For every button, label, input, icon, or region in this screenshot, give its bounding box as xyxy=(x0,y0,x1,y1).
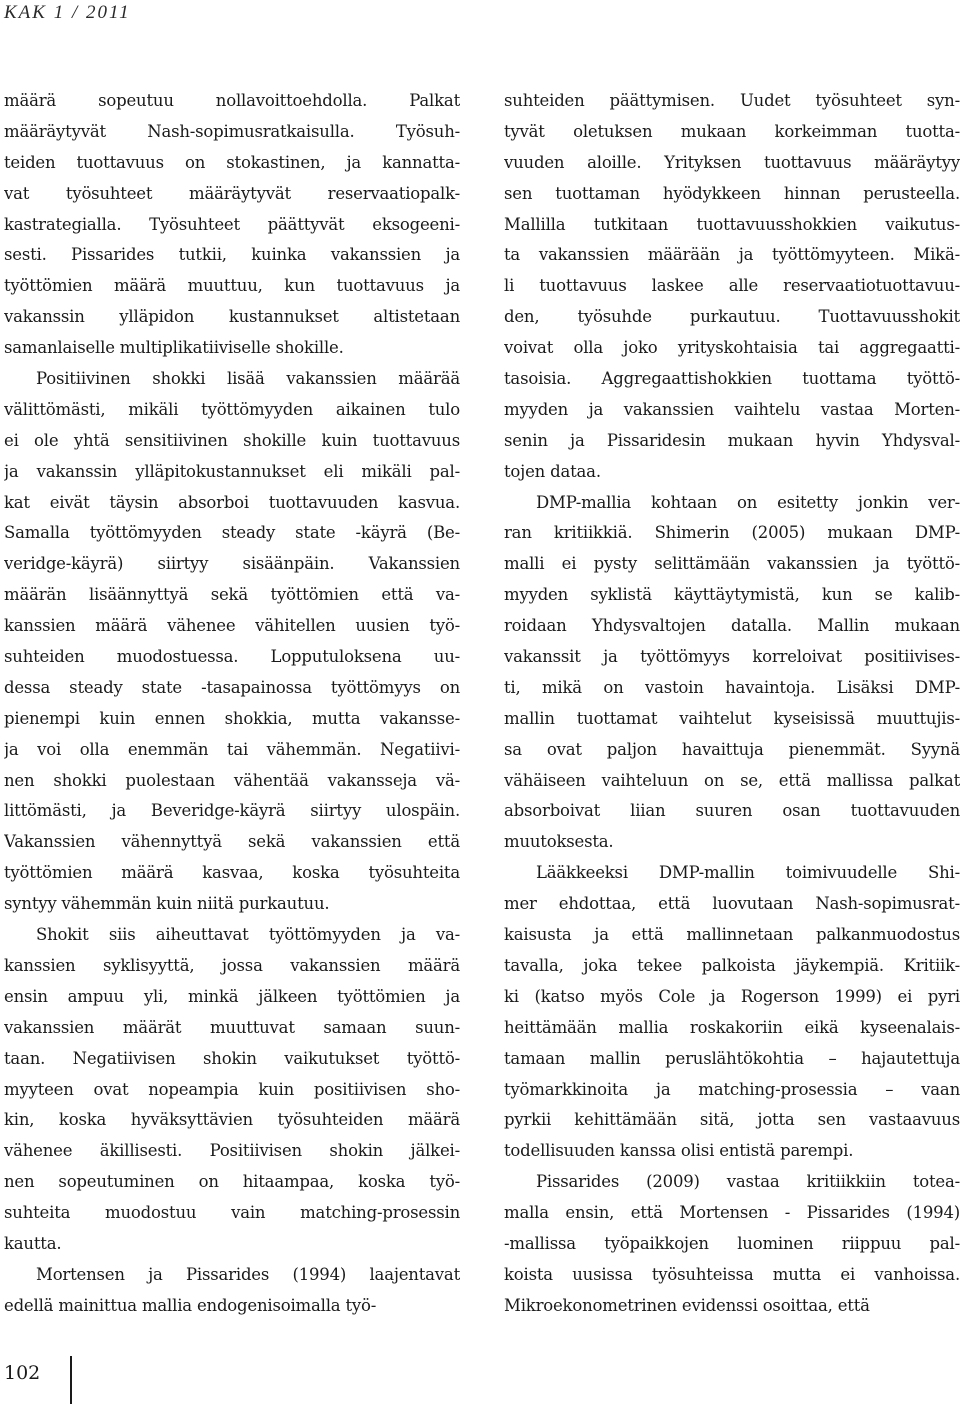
text-line: myyden ja vakanssien vaihtelu vastaa Morten- xyxy=(504,399,960,419)
text-line: määrän lisäännyttyä sekä työttömien että va- xyxy=(4,585,460,605)
running-head: KAK 1 / 2011 xyxy=(4,2,131,23)
text-line: myyteen ovat nopeampia kuin positiivisen sho- xyxy=(4,1079,460,1099)
text-line: vakanssien määrät muuttuvat samaan suun- xyxy=(4,1017,460,1037)
text-line: taan. Negatiivisen shokin vaikutukset työttö- xyxy=(4,1048,460,1068)
text-line: kastrategialla. Työsuhteet päättyvät eksogeeni- xyxy=(4,214,460,234)
text-line: den, työsuhde purkautuu. Tuottavuusshokit xyxy=(504,307,960,327)
text-line: kautta. xyxy=(4,1233,62,1253)
text-line: Mikroekonometrinen evidenssi osoittaa, että xyxy=(504,1295,870,1315)
text-line: suhteiden muodostuessa. Lopputuloksena uu- xyxy=(4,647,460,667)
page-number: 102 xyxy=(4,1362,41,1384)
text-line: koista uusissa työsuhteissa mutta ei vanhoissa. xyxy=(504,1264,960,1284)
text-line: suhteiden päättymisen. Uudet työsuhteet syn- xyxy=(504,91,960,110)
text-line: kaisusta ja että mallinnetaan palkanmuodostus xyxy=(504,925,960,945)
text-line: nen shokki puolestaan vähentää vakansseja vä- xyxy=(4,770,460,790)
text-line: DMP-mallia kohtaan on esitetty jonkin ver- xyxy=(536,492,960,512)
text-line: pyrkii kehittämään sitä, jotta sen vastaavuus xyxy=(504,1110,960,1130)
text-line: vakanssin ylläpidon kustannukset altistetaan xyxy=(4,307,460,327)
text-line: mallin tuottamat vaihtelut kyseisissä muuttujis- xyxy=(504,708,960,728)
footer-rule xyxy=(70,1356,72,1404)
text-line: ja voi olla enemmän tai vähemmän. Negatiivi- xyxy=(4,739,460,759)
text-line: sen tuottaman hyödykkeen hinnan perusteella. xyxy=(504,183,960,203)
text-line: muutoksesta. xyxy=(504,832,614,852)
text-line: malli ei pysty selittämään vakanssien ja työttö- xyxy=(504,554,960,574)
text-line: vakanssit ja työttömyys korreloivat positiivises- xyxy=(504,647,960,667)
text-line: littömästi, ja Beveridge-käyrä siirtyy ulospäin. xyxy=(4,801,460,821)
text-line: senin ja Pissaridesin mukaan hyvin Yhdysval- xyxy=(504,430,960,450)
text-line: kat eivät täysin absorboi tuottavuuden kasvua. xyxy=(4,492,460,512)
text-line: tojen dataa. xyxy=(504,461,601,481)
text-line: -mallissa työpaikkojen luominen riippuu pal- xyxy=(504,1233,960,1253)
text-line: ta vakanssien määrään ja työttömyyteen. Mikä- xyxy=(504,245,960,265)
text-line: Shokit siis aiheuttavat työttömyyden ja va- xyxy=(36,925,460,945)
text-line: mer ehdottaa, että luovutaan Nash-sopimusrat- xyxy=(504,894,960,914)
text-line: Samalla työttömyyden steady state -käyrä (Be- xyxy=(4,523,460,543)
text-line: tavalla, joka tekee palkoista jäykempiä. Kritiik- xyxy=(504,955,960,975)
text-line: Lääkkeeksi DMP-mallin toimivuudelle Shi- xyxy=(536,863,960,883)
text-line: vuuden aloille. Yrityksen tuottavuus määräytyy xyxy=(504,152,960,172)
text-line: absorboivat liian suuren osan tuottavuuden xyxy=(504,801,960,821)
text-line: nen sopeutuminen on hitaampaa, koska työ- xyxy=(4,1172,460,1192)
text-line: li tuottavuus laskee alle reservaatiotuottavuu- xyxy=(504,276,960,296)
text-line: tasoisia. Aggregaattishokkien tuottama työttö- xyxy=(504,369,960,389)
text-line: Vakanssien vähennyttyä sekä vakanssien että xyxy=(4,832,460,852)
text-line: teiden tuottavuus on stokastinen, ja kannatta- xyxy=(4,152,460,172)
text-line: välittömästi, mikäli työttömyyden aikainen tulo xyxy=(4,399,460,419)
text-line: tamaan mallin peruslähtökohtia – hajautettuja xyxy=(504,1048,960,1068)
text-line: samanlaiselle multiplikatiiviselle shokille. xyxy=(4,338,344,358)
text-line: Mortensen ja Pissarides (1994) laajentavat xyxy=(36,1264,460,1284)
text-line: vähäiseen vaihteluun on se, että mallissa palkat xyxy=(504,770,960,790)
text-line: kin, koska hyväksyttävien työsuhteiden määrä xyxy=(4,1110,460,1130)
right-text-column xyxy=(504,86,960,1322)
text-line: dessa steady state -tasapainossa työttömyys on xyxy=(4,677,460,697)
text-line: ti, mikä on vastoin havaintoja. Lisäksi DMP- xyxy=(504,677,960,697)
text-line: veridge-käyrä) siirtyy sisäänpäin. Vakanssien xyxy=(4,554,460,574)
text-line: Mallilla tutkitaan tuottavuusshokkien vaikutus- xyxy=(504,214,960,234)
text-line: suhteita muodostuu vain matching-prosessin xyxy=(4,1203,460,1223)
text-line: heittämään mallia roskakoriin eikä kyseenalais- xyxy=(504,1017,960,1037)
text-line: kanssien määrä vähenee vähitellen uusien työ- xyxy=(4,616,460,636)
text-line: voivat olla joko yrityskohtaisia tai aggregaatti- xyxy=(504,338,960,358)
text-line: ran kritiikkiä. Shimerin (2005) mukaan DMP- xyxy=(504,523,960,543)
text-line: roidaan Yhdysvaltojen datalla. Mallin mukaan xyxy=(504,616,960,636)
text-line: kanssien syklisyyttä, jossa vakanssien määrä xyxy=(4,955,460,975)
text-line: työttömien määrä muuttuu, kun tuottavuus ja xyxy=(4,276,460,296)
text-line: vat työsuhteet määräytyvät reservaatiopalk- xyxy=(4,183,460,203)
text-line: työmarkkinoita ja matching-prosessia – vaan xyxy=(504,1079,960,1099)
left-text-column xyxy=(4,86,460,1322)
text-line: edellä mainittua mallia endogenisoimalla työ- xyxy=(4,1295,377,1315)
text-line: työttömien määrä kasvaa, koska työsuhteita xyxy=(4,863,460,883)
text-line: sesti. Pissarides tutkii, kuinka vakanssien ja xyxy=(4,245,460,265)
text-line: malla ensin, että Mortensen - Pissarides (1994) xyxy=(504,1203,960,1223)
text-line: syntyy vähemmän kuin niitä purkautuu. xyxy=(4,894,330,914)
text-line: vähenee äkillisesti. Positiivisen shokin jälkei- xyxy=(4,1141,460,1161)
text-line: määräytyvät Nash-sopimusratkaisulla. Työsuh- xyxy=(4,121,460,141)
text-line: Positiivinen shokki lisää vakanssien määrää xyxy=(36,369,460,389)
text-line: ki (katso myös Cole ja Rogerson 1999) ei pyri xyxy=(504,986,960,1006)
text-line: ensin ampuu yli, minkä jälkeen työttömien ja xyxy=(4,986,460,1006)
text-line: todellisuuden kanssa olisi entistä parempi. xyxy=(504,1141,854,1161)
text-line: määrä sopeutuu nollavoittoehdolla. Palkat xyxy=(4,91,460,110)
text-line: ei ole yhtä sensitiivinen shokille kuin tuottavuus xyxy=(4,430,460,450)
text-line: sa ovat paljon havaittuja pienemmät. Syynä xyxy=(504,739,960,759)
text-line: Pissarides (2009) vastaa kritiikkiin totea- xyxy=(536,1172,960,1192)
text-line: myyden syklistä käyttäytymistä, kun se kalib- xyxy=(504,585,960,605)
text-line: ja vakanssin ylläpitokustannukset eli mikäli pal- xyxy=(4,461,460,481)
text-line: pienempi kuin ennen shokkia, mutta vakansse- xyxy=(4,708,460,728)
text-line: tyvät oletuksen mukaan korkeimman tuotta- xyxy=(504,121,960,141)
